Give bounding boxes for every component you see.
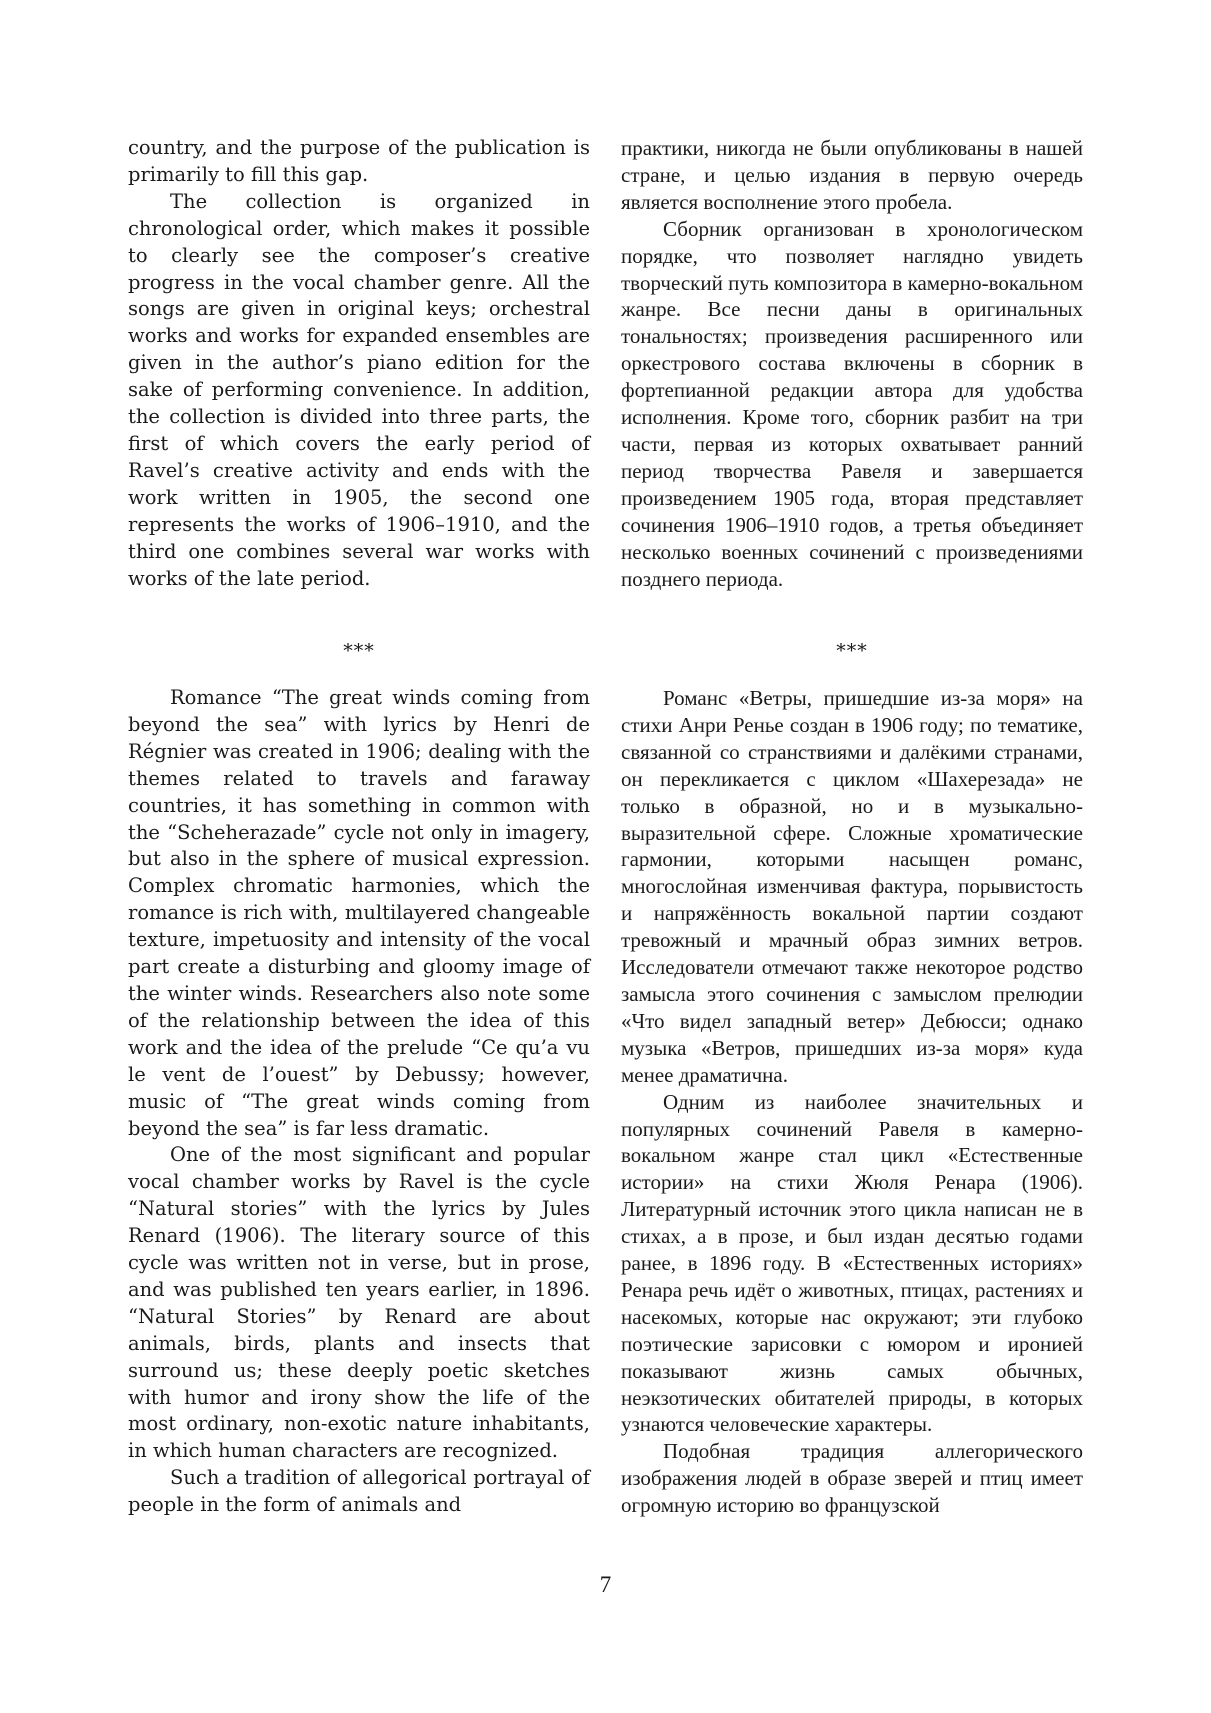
paragraph: The collection is organized in chronological order, which makes it possible to clearly see the composer’s creative progress in the vocal chamber genre. All the songs are given in original keys; orchestral works and works for expanded ensembles are given in the author’s piano edition for the sake of performing convenience. In addition, the collection is divided into three parts, the first of which covers the early period of Ravel’s creative activity and ends with the work written in 1905, the second one represents the works of 1906–1910, and the third one combines several war works with works of the late period. — [128, 189, 590, 590]
paragraph: One of the most significant and popular vocal chamber works by Ravel is the cycle “Natural stories” with the lyrics by Jules Renard (1906). The literary source of this cycle was written not in verse, but in prose, and was published ten years earlier, in 1896. “Natural Stories” by Renard are about animals, birds, plants and insects that surround us; these deeply poetic sketches with humor and irony show the life of the most ordinary, non-exotic nature inhabitants, in which human characters are recognized. — [128, 1143, 590, 1463]
paragraph: country, and the purpose of the publication is primarily to fill this gap. — [128, 136, 590, 186]
paragraph: Сборник организован в хронологическом порядке, что позволяет наглядно увидеть творческий путь композитора в камерно-вокальном жанре. Все песни даны в оригинальных тональностях; произведения расширенного или оркестрового состава включены в сборник в фортепианной редакции автора для удобства исполнения. Кроме того, сборник разбит на три части, первая из которых охватывает ранний период творчества Равеля и завершается произведением 1905 года, вторая представляет сочинения 1906–1910 годов, а третья объединяет несколько военных сочинений с произведениями позднего периода. — [621, 216, 1083, 591]
paragraph: Романс «Ветры, пришедшие из-за моря» на стихи Анри Ренье создан в 1906 году; по тематике, связанной со странствиями и далёкими странами, он перекликается с циклом «Шахерезада» не только в образной, но и в музыкально-выразительной сфере. Сложные хроматические гармонии, которыми насыщен романс, многослойная изменчивая фактура, порывистость и напряжённость вокальной партии создают тревожный и мрачный образ зимних ветров. Исследователи отмечают также некоторое родство замысла этого сочинения с замыслом прелюдии «Что видел западный ветер» Дебюсси; однако музыка «Ветров, пришедших из-за моря» куда менее драматична. — [621, 686, 1083, 1087]
page-number: 7 — [599, 1572, 612, 1597]
section-separator-english: *** — [343, 640, 375, 662]
english-column-bottom — [128, 685, 590, 1519]
paragraph: практики, никогда не были опубликованы в нашей стране, и целью издания в первую очередь является восполнение этого пробела. — [621, 136, 1083, 214]
english-column-top — [128, 135, 590, 592]
russian-column-top — [621, 135, 1083, 592]
paragraph: Such a tradition of allegorical portrayal of people in the form of animals and — [128, 1466, 590, 1517]
russian-column-bottom — [621, 685, 1083, 1519]
paragraph: Romance “The great winds coming from beyond the sea” with lyrics by Henri de Régnier was created in 1906; dealing with the themes related to travels and faraway countries, it has something in common with the “Scheherazade” cycle not only in imagery, but also in the sphere of musical expression. Complex chromatic harmonies, which the romance is rich with, multilayered changeable texture, impetuosity and intensity of the vocal part create a disturbing and gloomy image of the winter winds. Researchers also note some of the relationship between the idea of this work and the idea of the prelude “Ce qu’a vu le vent de l’ouest” by Debussy; however, music of “The great winds coming from beyond the sea” is far less dramatic. — [128, 686, 590, 1140]
paragraph: Подобная традиция аллегорического изображения людей в образе зверей и птиц имеет огромную историю во французской — [621, 1439, 1083, 1518]
section-separator-russian: *** — [836, 640, 868, 662]
paragraph: Одним из наиболее значительных и популярных сочинений Равеля в камерно-вокальном жанре стал цикл «Естественные истории» на стихи Жюля Ренара (1906). Литературный источник этого цикла написан не в стихах, а в прозе, и был издан десятью годами ранее, в 1896 году. В «Естественных историях» Ренара речь идёт о животных, птицах, растениях и насекомых, которые нас окружают; эти глубоко поэтические зарисовки с юмором и иронией показывают жизнь самых обычных, неэкзотических обитателей природы, в которых узнаются человеческие характеры. — [621, 1089, 1083, 1437]
